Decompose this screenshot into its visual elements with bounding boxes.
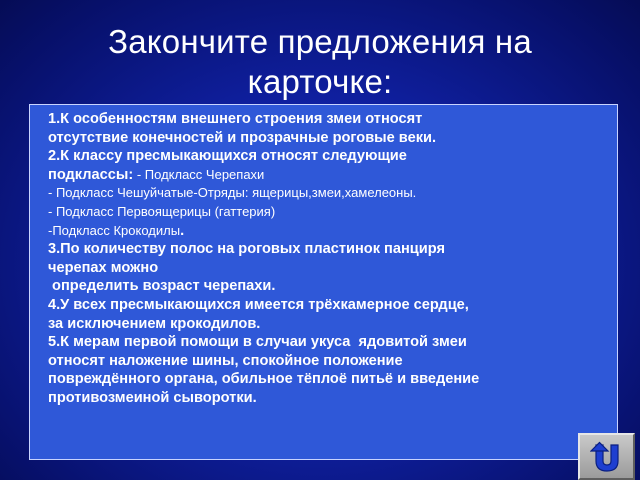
slide-title (0, 22, 640, 102)
question-1-line-2: отсутствие конечностей и прозрачные роговые веки. (48, 129, 437, 146)
question-5-line-1: 5.К мерам первой помощи в случаи укуса ядовитой змеи (48, 334, 467, 351)
return-arrow-icon (590, 441, 624, 475)
question-2-subclass-crocodiles-dot: . (180, 222, 185, 239)
question-4-line-1: 4.У всех пресмыкающихся имеется трёхкамерное сердце, (48, 296, 469, 313)
slide-title-line-1: Закончите предложения на (108, 23, 532, 60)
question-3-line-3: определить возраст черепахи. (48, 278, 276, 295)
question-2-subclass-squamata: - Подкласс Чешуйчатые-Отряды: ящерицы,змеи,хамелеоны. (48, 185, 417, 201)
question-1-line-1: 1.К особенностям внешнего строения змеи относят (48, 111, 423, 127)
question-2-subclass-crocodiles (48, 222, 609, 241)
question-2-line-1: 2.К классу пресмыкающихся относят следующие (48, 148, 407, 165)
question-3-line-2: черепах можно (48, 259, 159, 276)
slide-title-line-2: карточке: (247, 63, 393, 100)
question-2-line-2 (48, 166, 609, 185)
question-3-line-1: 3.По количеству полос на роговых пластинок панциря (48, 241, 445, 258)
question-5-line-4: противозмеиной сыворотки. (48, 389, 257, 406)
question-5-line-2: относят наложение шины, спокойное положение (48, 352, 403, 369)
question-2-subclass-rhynchocephalia: - Подкласс Первоящерицы (гаттерия) (48, 203, 276, 219)
question-2-subclass-crocodiles-text: -Подкласс Крокодилы (48, 222, 181, 238)
question-card (29, 104, 618, 460)
return-button[interactable] (578, 433, 635, 480)
question-5-line-3: повреждённого органа, обильное тёплоё питьё и введение (48, 371, 480, 388)
question-4-line-2: за исключением крокодилов. (48, 315, 261, 332)
question-2-subclass-turtles: - Подкласс Черепахи (133, 166, 265, 182)
question-2-subclasses-label: подклассы: (48, 166, 134, 183)
